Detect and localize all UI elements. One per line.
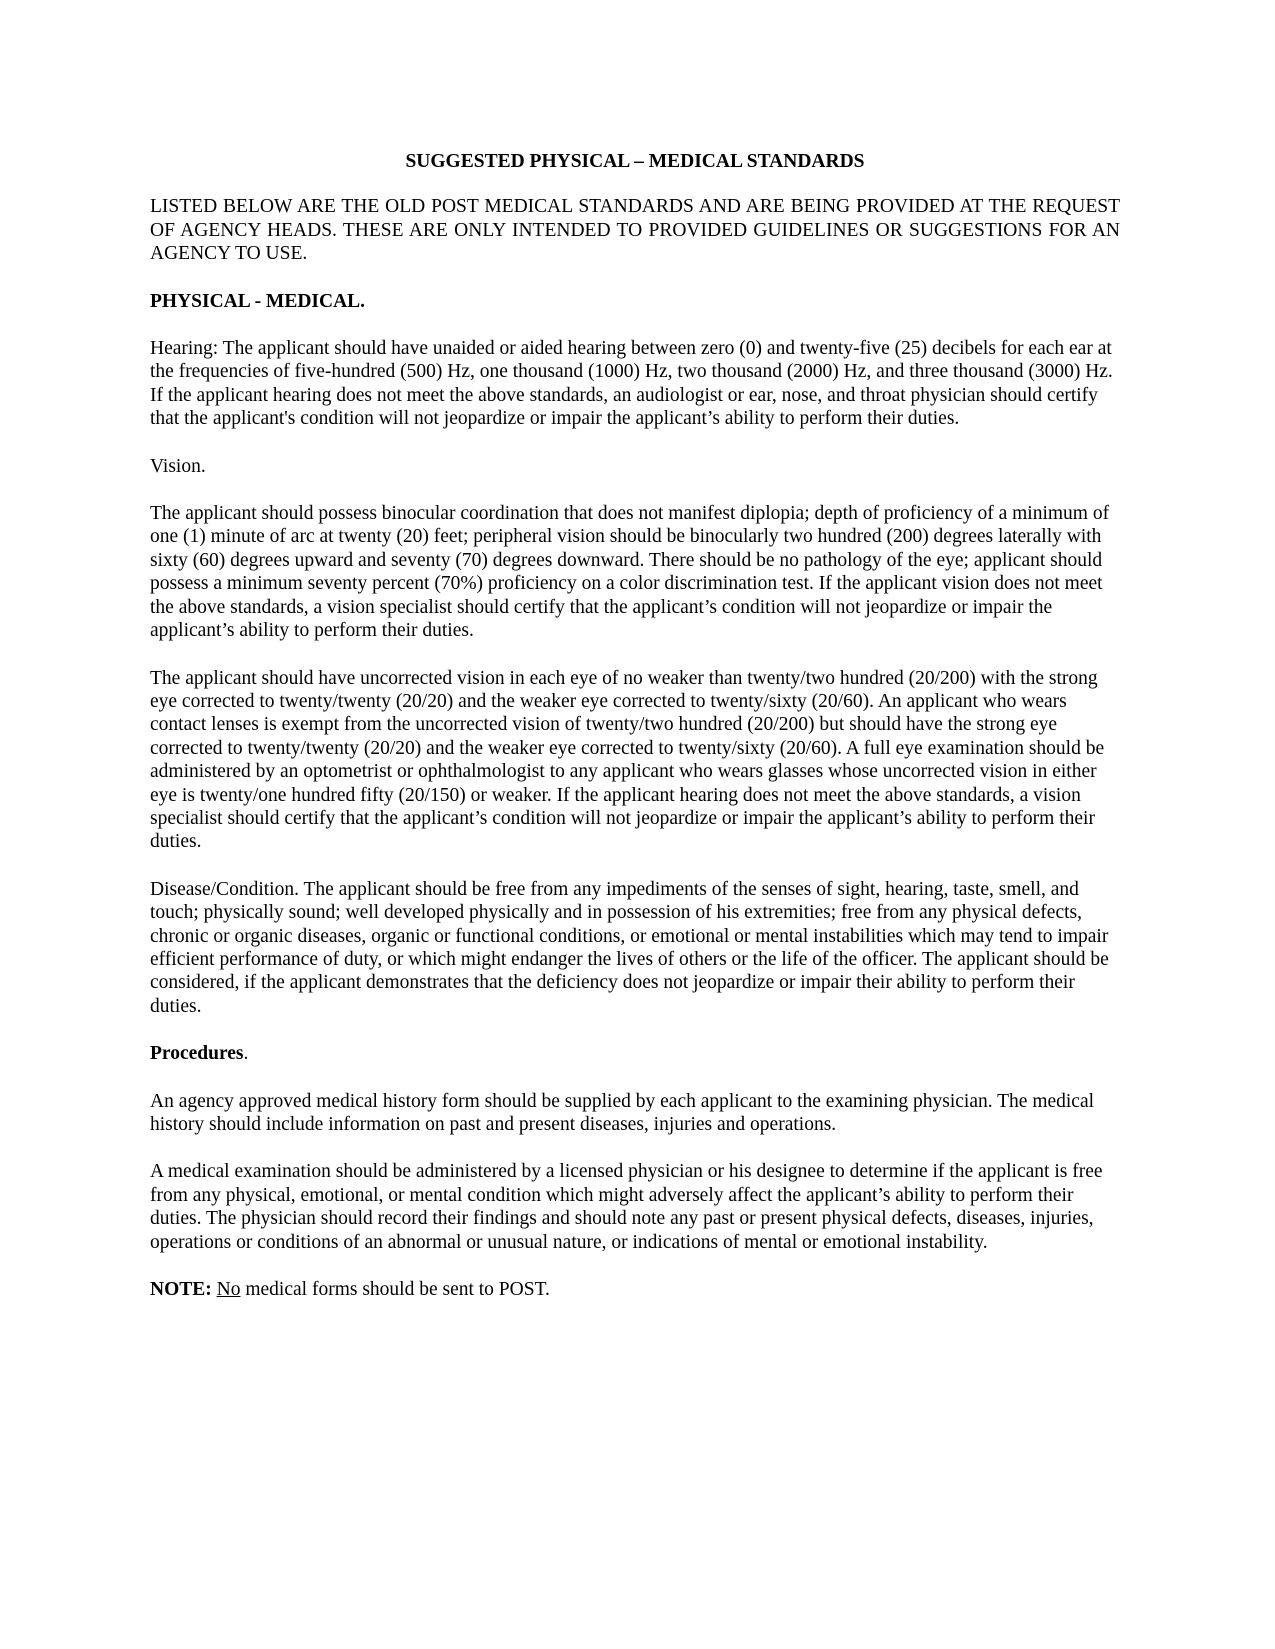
intro-paragraph: LISTED BELOW ARE THE OLD POST MEDICAL STANDARDS AND ARE BEING PROVIDED AT THE REQUEST OF AGENCY HEADS. THESE ARE ONLY INTENDED TO PROVIDED GUIDELINES OR SUGGESTIONS FOR AN AGENCY TO USE.: [150, 196, 1120, 265]
procedures-paragraph-1: An agency approved medical history form should be supplied by each applicant to the examining physician. The medical history should include information on past and present diseases, injuries and operations.: [150, 1090, 1095, 1135]
vision-heading: Vision.: [150, 455, 206, 477]
procedures-heading: [150, 1042, 1120, 1065]
note-line: [150, 1278, 1120, 1301]
note-text: medical forms should be sent to POST.: [240, 1279, 550, 1301]
note-label: NOTE:: [150, 1279, 212, 1301]
hearing-paragraph: Hearing: The applicant should have unaided or aided hearing between zero (0) and twenty-five (25) decibels for each ear at the frequencies of five-hundred (500) Hz, one thousand (1000) Hz, two thousand (2000) Hz, and three thousand (3000) Hz. If the applicant hearing does not meet the above standards, an audiologist or ear, nose, and throat physician should certify that the applicant's condition will not jeopardize or impair the applicant’s ability to perform their duties.: [150, 338, 1113, 430]
procedures-heading-period: .: [243, 1043, 249, 1065]
vision-paragraph-2: The applicant should have uncorrected vision in each eye of no weaker than twenty/two hundred (20/200) with the strong eye corrected to twenty/twenty (20/20) and the weaker eye corrected to twenty/sixty (20/60). An applicant who wears contact lenses is exempt from the uncorrected vision of twenty/two hundred (20/200) but should have the strong eye corrected to twenty/twenty (20/20) and the weaker eye corrected to twenty/sixty (20/60). A full eye examination should be administered by an optometrist or ophthalmologist to any applicant who wears glasses whose uncorrected vision in either eye is twenty/one hundred fifty (20/150) or weaker. If the applicant hearing does not meet the above standards, a vision specialist should certify that the applicant’s condition will not jeopardize or impair the applicant’s ability to perform their duties.: [150, 667, 1105, 853]
vision-paragraph-1: The applicant should possess binocular coordination that does not manifest diplopia; depth of proficiency of a minimum of one (1) minute of arc at twenty (20) feet; peripheral vision should be binocularly two hundred (200) degrees laterally with sixty (60) degrees upward and seventy (70) degrees downward. There should be no pathology of the eye; applicant should possess a minimum seventy percent (70%) proficiency on a color discrimination test. If the applicant vision does not meet the above standards, a vision specialist should certify that the applicant’s condition will not jeopardize or impair the applicant’s ability to perform their duties.: [150, 503, 1110, 642]
disease-condition-paragraph: Disease/Condition. The applicant should be free from any impediments of the senses of sight, hearing, taste, smell, and touch; physically sound; well developed physically and in possession of his extremities; free from any physical defects, chronic or organic diseases, organic or functional conditions, or emotional or mental instabilities which may tend to impair efficient performance of duty, or which might endanger the lives of others or the life of the officer. The applicant should be considered, if the applicant demonstrates that the deficiency does not jeopardize or impair their ability to perform their duties.: [150, 878, 1109, 1017]
physical-medical-heading: PHYSICAL - MEDICAL.: [150, 290, 366, 312]
document-title: SUGGESTED PHYSICAL – MEDICAL STANDARDS: [405, 151, 865, 172]
document-body: [150, 150, 1120, 1301]
procedures-heading-label: Procedures: [150, 1043, 244, 1065]
procedures-paragraph-2: A medical examination should be administered by a licensed physician or his designee to determine if the applicant is free from any physical, emotional, or mental condition which might adversely affect the applicant’s ability to perform their duties. The physician should record their findings and should note any past or present physical defects, diseases, injuries, operations or conditions of an abnormal or unusual nature, or indications of mental or emotional instability.: [150, 1161, 1103, 1253]
note-emphasis: No: [216, 1279, 241, 1301]
